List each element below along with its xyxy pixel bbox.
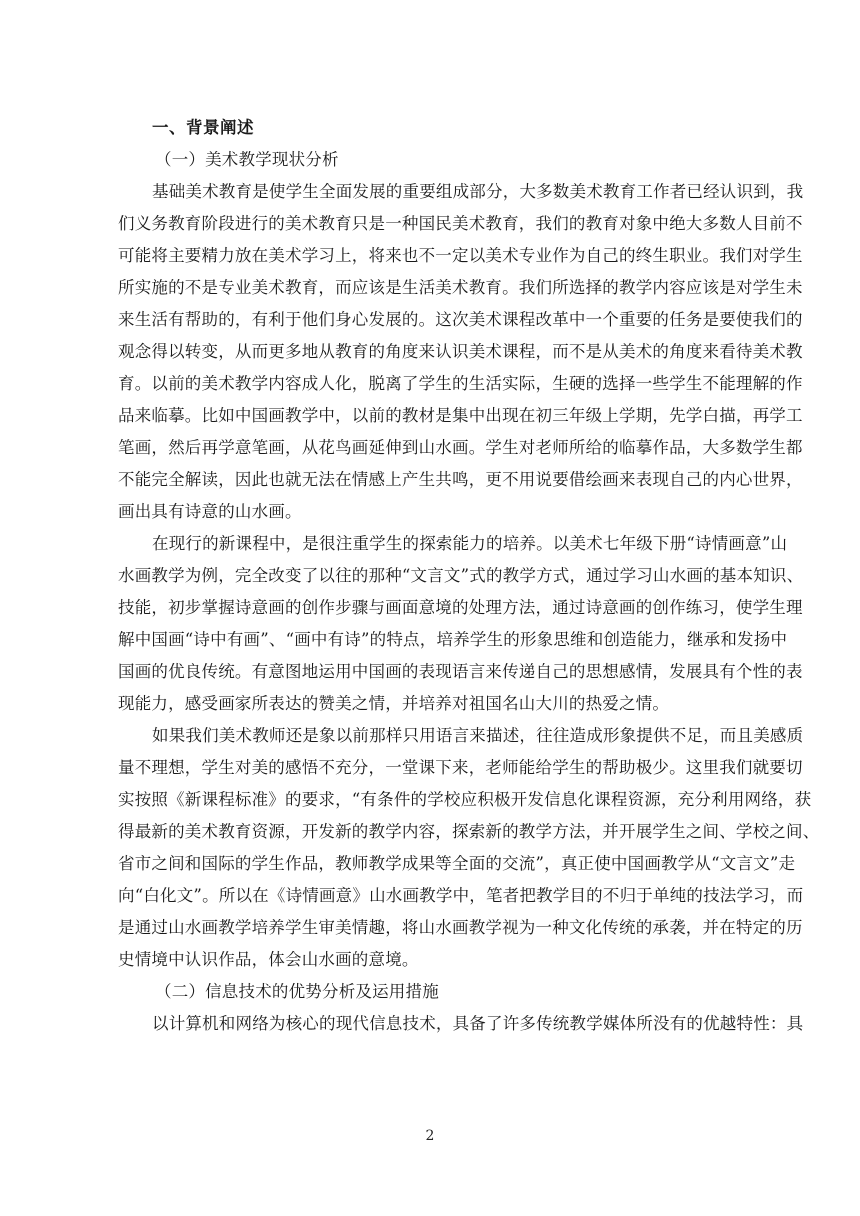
section-heading: 一、背景阐述 xyxy=(152,118,254,137)
paragraph-line: 解中国画“诗中有画”、“画中有诗”的特点，培养学生的形象思维和创造能力，继承和发扬中 xyxy=(118,630,788,649)
paragraph-line: 观念得以转变，从而更多地从教育的角度来认识美术课程，而不是从美术的角度来看待美术教 xyxy=(118,342,803,361)
paragraph-4 xyxy=(152,1008,804,1040)
subsection-title-1: （一）美术教学现状分析 xyxy=(155,150,339,169)
paragraph-line: 不能完全解读，因此也就无法在情感上产生共鸣，更不用说要借绘画来表现自己的内心世界， xyxy=(118,470,803,489)
paragraph-line: 实按照《新课程标准》的要求，“有条件的学校应积极开发信息化课程资源，充分利用网络，获 xyxy=(118,790,812,809)
paragraph-line: 向“白化文”。所以在《诗情画意》山水画教学中，笔者把教学目的不归于单纯的技法学习，而 xyxy=(118,886,804,905)
paragraph-1 xyxy=(118,176,804,528)
paragraph-line: 如果我们美术教师还是象以前那样只用语言来描述，往往造成形象提供不足，而且美感质 xyxy=(152,726,804,745)
paragraph-line: 在现行的新课程中，是很注重学生的探索能力的培养。以美术七年级下册“诗情画意”山 xyxy=(152,534,788,553)
paragraph-line: 画出具有诗意的山水画。 xyxy=(118,502,302,521)
paragraph-line: 现能力，感受画家所表达的赞美之情，并培养对祖国名山大川的热爱之情。 xyxy=(118,694,670,713)
paragraph-line: 技能，初步掌握诗意画的创作步骤与画面意境的处理方法，通过诗意画的创作练习，使学生理 xyxy=(118,598,803,617)
paragraph-3 xyxy=(118,720,820,976)
document-body xyxy=(118,112,820,1040)
paragraph-line: 是通过山水画教学培养学生审美情趣，将山水画教学视为一种文化传统的承袭，并在特定的历 xyxy=(118,918,803,937)
paragraph-line: 育。以前的美术教学内容成人化，脱离了学生的生活实际，生硬的选择一些学生不能理解的作 xyxy=(118,374,803,393)
paragraph-line: 笔画，然后再学意笔画，从花鸟画延伸到山水画。学生对老师所给的临摹作品，大多数学生都 xyxy=(118,438,803,457)
paragraph-line: 来生活有帮助的，有利于他们身心发展的。这次美术课程改革中一个重要的任务是要使我们的 xyxy=(118,310,803,329)
paragraph-line: 可能将主要精力放在美术学习上，将来也不一定以美术专业作为自己的终生职业。我们对学生 xyxy=(118,246,803,265)
paragraph-line: 得最新的美术教育资源，开发新的教学内容，探索新的教学方法，并开展学生之间、学校之间、 xyxy=(118,822,820,841)
paragraph-line: 省市之间和国际的学生作品，教师教学成果等全面的交流”，真正使中国画教学从“文言文”走 xyxy=(118,854,796,873)
paragraph-line: 国画的优良传统。有意图地运用中国画的表现语言来传递自己的思想感情，发展具有个性的表 xyxy=(118,662,803,681)
paragraph-line: 基础美术教育是使学生全面发展的重要组成部分，大多数美术教育工作者已经认识到，我 xyxy=(152,182,804,201)
paragraph-line: 水画教学为例，完全改变了以往的那种“文言文”式的教学方式，通过学习山水画的基本知识、 xyxy=(118,566,804,585)
paragraph-line: 们义务教育阶段进行的美术教育只是一种国民美术教育，我们的教育对象中绝大多数人目前不 xyxy=(118,214,803,233)
paragraph-line: 所实施的不是专业美术教育，而应该是生活美术教育。我们所选择的教学内容应该是对学生未 xyxy=(118,278,803,297)
paragraph-2 xyxy=(118,528,804,720)
subsection-title-2: （二）信息技术的优势分析及运用措施 xyxy=(155,982,439,1001)
paragraph-line: 以计算机和网络为核心的现代信息技术，具备了许多传统教学媒体所没有的优越特性：具 xyxy=(152,1014,804,1033)
paragraph-line: 量不理想，学生对美的感悟不充分，一堂课下来，老师能给学生的帮助极少。这里我们就要切 xyxy=(118,758,803,777)
paragraph-line: 品来临摹。比如中国画教学中，以前的教材是集中出现在初三年级上学期，先学白描，再学工 xyxy=(118,406,803,425)
paragraph-line: 史情境中认识作品，体会山水画的意境。 xyxy=(118,950,419,969)
page-number: 2 xyxy=(425,1128,435,1144)
